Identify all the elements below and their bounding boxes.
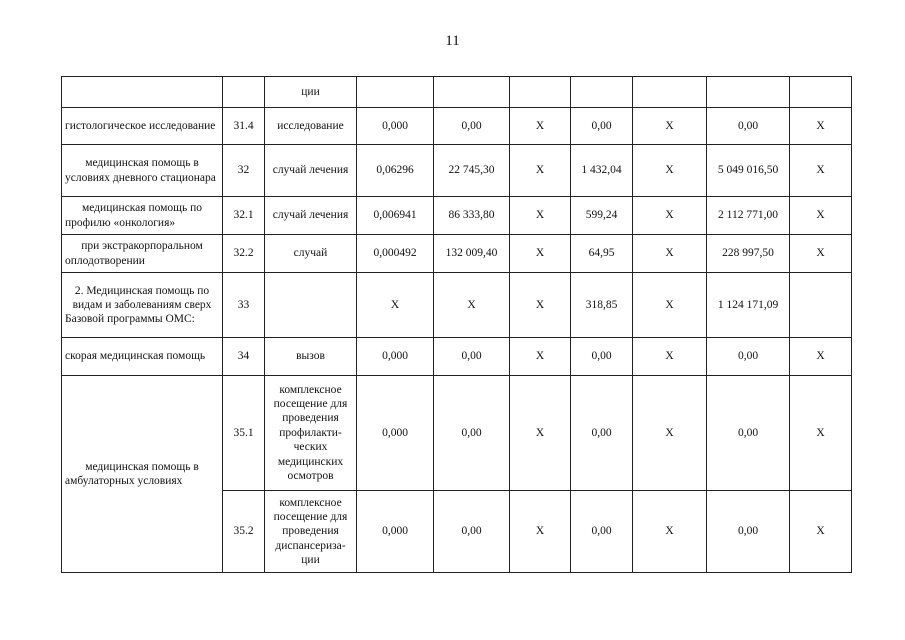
cell-value: 0,00 bbox=[434, 376, 510, 491]
cell-value: X bbox=[434, 273, 510, 338]
cell-name: медицинская помощь в амбулаторных условиях bbox=[62, 376, 223, 573]
cell-unit: вызов bbox=[265, 338, 357, 376]
cell-value: 228 997,50 bbox=[707, 235, 790, 273]
cell-value bbox=[707, 77, 790, 108]
cell-unit: ции bbox=[265, 77, 357, 108]
cell-value bbox=[633, 77, 707, 108]
cell-value: 0,00 bbox=[571, 338, 633, 376]
cell-unit: комплексное посещение для проведения профилакти-ческих медицинских осмотров bbox=[265, 376, 357, 491]
cell-value: 0,006941 bbox=[357, 197, 434, 235]
cell-value bbox=[357, 77, 434, 108]
cell-value: X bbox=[633, 376, 707, 491]
cell-value: 132 009,40 bbox=[434, 235, 510, 273]
cell-value: 0,00 bbox=[707, 376, 790, 491]
cell-value: X bbox=[790, 376, 852, 491]
cell-value: 1 124 171,09 bbox=[707, 273, 790, 338]
table-row bbox=[62, 145, 852, 197]
cell-name bbox=[62, 77, 223, 108]
table-row bbox=[62, 235, 852, 273]
cell-name: медицинская помощь по профилю «онкология» bbox=[62, 197, 223, 235]
cell-code: 35.1 bbox=[223, 376, 265, 491]
cell-value: X bbox=[790, 338, 852, 376]
cell-name: скорая медицинская помощь bbox=[62, 338, 223, 376]
cell-value: 0,00 bbox=[707, 491, 790, 573]
table-row bbox=[62, 376, 852, 491]
cell-value: X bbox=[790, 145, 852, 197]
cell-value: 0,000 bbox=[357, 108, 434, 145]
cell-value: 0,000492 bbox=[357, 235, 434, 273]
cell-code: 33 bbox=[223, 273, 265, 338]
cell-code: 32.2 bbox=[223, 235, 265, 273]
cell-value: X bbox=[510, 273, 571, 338]
cell-value: 5 049 016,50 bbox=[707, 145, 790, 197]
cell-value: X bbox=[790, 491, 852, 573]
cell-value: X bbox=[633, 108, 707, 145]
cell-value: 0,06296 bbox=[357, 145, 434, 197]
cell-value: X bbox=[510, 197, 571, 235]
cell-value: X bbox=[510, 491, 571, 573]
cell-value: X bbox=[510, 145, 571, 197]
cell-value: 22 745,30 bbox=[434, 145, 510, 197]
table-row bbox=[62, 77, 852, 108]
cell-value bbox=[790, 273, 852, 338]
cell-value: X bbox=[510, 108, 571, 145]
cell-unit: комплексное посещение для проведения диспансериза-ции bbox=[265, 491, 357, 573]
cell-value: 318,85 bbox=[571, 273, 633, 338]
cell-value bbox=[571, 77, 633, 108]
cell-value: 0,00 bbox=[434, 338, 510, 376]
cell-value: X bbox=[357, 273, 434, 338]
table-row bbox=[62, 108, 852, 145]
cell-value bbox=[434, 77, 510, 108]
cell-code: 34 bbox=[223, 338, 265, 376]
cell-value: X bbox=[790, 108, 852, 145]
cell-value: 86 333,80 bbox=[434, 197, 510, 235]
cell-value: 0,00 bbox=[707, 338, 790, 376]
cell-value: X bbox=[633, 235, 707, 273]
page-number: 11 bbox=[445, 33, 460, 49]
cell-value: 0,00 bbox=[434, 108, 510, 145]
cell-value: X bbox=[633, 338, 707, 376]
cell-value: 64,95 bbox=[571, 235, 633, 273]
cell-value: 2 112 771,00 bbox=[707, 197, 790, 235]
cell-code: 35.2 bbox=[223, 491, 265, 573]
cell-value: X bbox=[510, 235, 571, 273]
data-table bbox=[61, 76, 852, 573]
table-row bbox=[62, 197, 852, 235]
cell-value: 0,00 bbox=[434, 491, 510, 573]
cell-value: X bbox=[633, 145, 707, 197]
cell-value: X bbox=[510, 376, 571, 491]
cell-value: 0,000 bbox=[357, 376, 434, 491]
cell-value: 0,000 bbox=[357, 491, 434, 573]
cell-value: X bbox=[633, 491, 707, 573]
cell-name: гистологическое исследование bbox=[62, 108, 223, 145]
cell-unit: случай лечения bbox=[265, 197, 357, 235]
cell-value: X bbox=[790, 197, 852, 235]
cell-code: 32.1 bbox=[223, 197, 265, 235]
cell-value: 0,000 bbox=[357, 338, 434, 376]
cell-value: 0,00 bbox=[707, 108, 790, 145]
cell-value: 0,00 bbox=[571, 108, 633, 145]
cell-value bbox=[510, 77, 571, 108]
cell-value: X bbox=[633, 273, 707, 338]
cell-value bbox=[790, 77, 852, 108]
cell-value: X bbox=[633, 197, 707, 235]
cell-unit: случай лечения bbox=[265, 145, 357, 197]
cell-value: X bbox=[790, 235, 852, 273]
cell-unit: исследование bbox=[265, 108, 357, 145]
cell-name: медицинская помощь в условиях дневного стационара bbox=[62, 145, 223, 197]
cell-value: X bbox=[510, 338, 571, 376]
cell-value: 599,24 bbox=[571, 197, 633, 235]
cell-code: 32 bbox=[223, 145, 265, 197]
cell-value: 0,00 bbox=[571, 491, 633, 573]
cell-code bbox=[223, 77, 265, 108]
cell-value: 0,00 bbox=[571, 376, 633, 491]
table-row bbox=[62, 338, 852, 376]
cell-name: 2. Медицинская помощь по видам и заболеваниям сверх Базовой программы ОМС: bbox=[62, 273, 223, 338]
table-row bbox=[62, 273, 852, 338]
cell-unit bbox=[265, 273, 357, 338]
cell-unit: случай bbox=[265, 235, 357, 273]
cell-name: при экстракорпоральном оплодотворении bbox=[62, 235, 223, 273]
cell-code: 31.4 bbox=[223, 108, 265, 145]
cell-value: 1 432,04 bbox=[571, 145, 633, 197]
